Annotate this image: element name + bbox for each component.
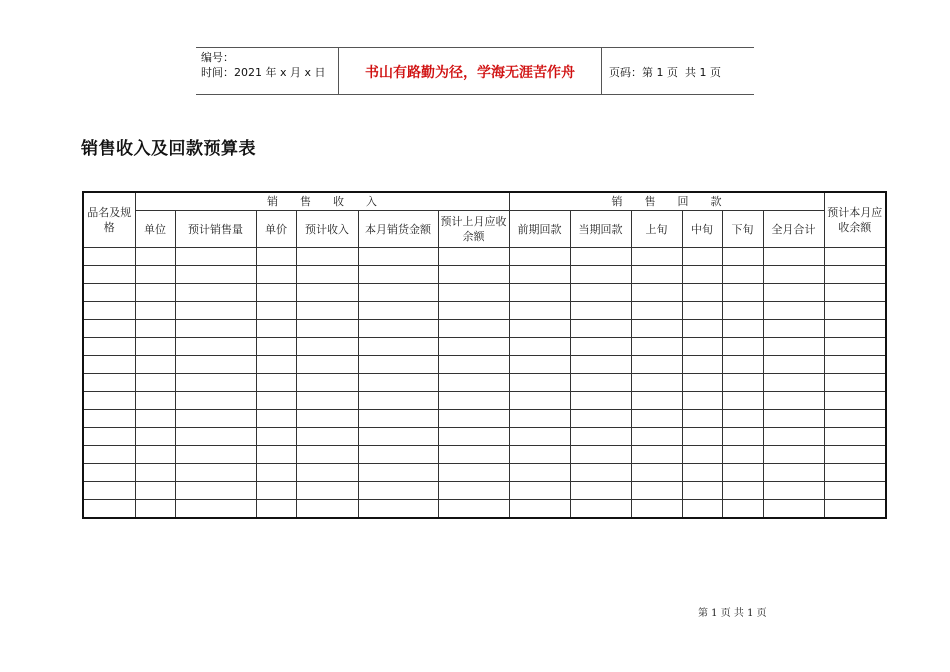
table-cell: [296, 464, 358, 482]
table-cell: [631, 374, 682, 392]
collection-group-header: 销 售 回 款: [509, 192, 824, 211]
table-cell: [358, 302, 438, 320]
table-cell: [682, 410, 722, 428]
table-cell: [763, 302, 824, 320]
table-cell: [631, 248, 682, 266]
table-cell: [824, 392, 886, 410]
table-cell: [296, 374, 358, 392]
table-cell: [722, 482, 763, 500]
table-cell: [631, 446, 682, 464]
table-cell: [722, 374, 763, 392]
table-cell: [83, 428, 135, 446]
table-cell: [824, 338, 886, 356]
table-cell: [83, 284, 135, 302]
table-cell: [438, 284, 509, 302]
table-cell: [509, 500, 570, 519]
table-cell: [570, 338, 631, 356]
product-header: 品名及规格: [83, 192, 135, 248]
table-cell: [135, 284, 175, 302]
table-cell: [83, 374, 135, 392]
table-cell: [722, 356, 763, 374]
table-cell: [296, 338, 358, 356]
table-cell: [631, 500, 682, 519]
table-cell: [135, 410, 175, 428]
table-cell: [682, 266, 722, 284]
table-row: [83, 266, 886, 284]
table-cell: [358, 338, 438, 356]
table-row: [83, 284, 886, 302]
table-cell: [83, 482, 135, 500]
table-cell: [135, 338, 175, 356]
table-cell: [83, 410, 135, 428]
header-motto: 书山有路勤为径，学海无涯苦作舟: [339, 48, 602, 94]
table-cell: [358, 248, 438, 266]
table-cell: [438, 266, 509, 284]
table-cell: [256, 482, 296, 500]
table-cell: [824, 356, 886, 374]
table-cell: [358, 356, 438, 374]
table-cell: [722, 284, 763, 302]
table-cell: [824, 374, 886, 392]
table-cell: [358, 410, 438, 428]
table-cell: [631, 392, 682, 410]
table-cell: [135, 464, 175, 482]
table-cell: [438, 428, 509, 446]
table-cell: [83, 320, 135, 338]
table-cell: [135, 482, 175, 500]
table-cell: [824, 266, 886, 284]
table-cell: [83, 464, 135, 482]
table-row: [83, 410, 886, 428]
table-cell: [135, 374, 175, 392]
table-row: [83, 446, 886, 464]
table-cell: [358, 482, 438, 500]
table-cell: [296, 428, 358, 446]
table-cell: [358, 320, 438, 338]
table-cell: [631, 428, 682, 446]
table-cell: [763, 428, 824, 446]
table-cell: [722, 338, 763, 356]
document-title: 销售收入及回款预算表: [81, 139, 256, 159]
table-cell: [682, 302, 722, 320]
table-cell: [135, 320, 175, 338]
table-cell: [438, 482, 509, 500]
table-cell: [175, 302, 256, 320]
table-cell: [256, 284, 296, 302]
table-cell: [358, 446, 438, 464]
table-cell: [509, 284, 570, 302]
table-cell: [509, 410, 570, 428]
table-cell: [722, 446, 763, 464]
table-cell: [570, 392, 631, 410]
table-cell: [438, 320, 509, 338]
table-cell: [438, 464, 509, 482]
budget-table: [82, 191, 887, 519]
table-cell: [256, 464, 296, 482]
table-row: [83, 374, 886, 392]
table-cell: [296, 410, 358, 428]
table-row: [83, 500, 886, 519]
table-cell: [83, 302, 135, 320]
table-cell: [358, 374, 438, 392]
table-cell: [631, 482, 682, 500]
table-row: [83, 428, 886, 446]
table-cell: [135, 248, 175, 266]
table-cell: [824, 428, 886, 446]
header-row-group: [83, 192, 886, 211]
table-cell: [175, 356, 256, 374]
table-cell: [296, 500, 358, 519]
table-cell: [296, 302, 358, 320]
table-cell: [824, 320, 886, 338]
table-cell: [509, 302, 570, 320]
column-header: 预计销售量: [175, 211, 256, 248]
column-header: 上旬: [631, 211, 682, 248]
table-cell: [509, 446, 570, 464]
table-cell: [722, 320, 763, 338]
table-cell: [358, 266, 438, 284]
table-cell: [570, 248, 631, 266]
table-cell: [358, 464, 438, 482]
table-cell: [438, 410, 509, 428]
table-cell: [175, 392, 256, 410]
table-cell: [175, 446, 256, 464]
table-cell: [296, 248, 358, 266]
table-cell: [570, 482, 631, 500]
table-cell: [763, 266, 824, 284]
table-cell: [296, 392, 358, 410]
table-cell: [175, 464, 256, 482]
table-cell: [722, 248, 763, 266]
column-header: 预计上月应收余额: [438, 211, 509, 248]
table-cell: [682, 338, 722, 356]
table-cell: [296, 266, 358, 284]
table-cell: [824, 464, 886, 482]
table-cell: [175, 500, 256, 519]
table-row: [83, 320, 886, 338]
table-cell: [438, 446, 509, 464]
table-cell: [763, 284, 824, 302]
table-cell: [824, 410, 886, 428]
table-cell: [135, 356, 175, 374]
table-cell: [722, 266, 763, 284]
table-cell: [135, 392, 175, 410]
table-cell: [438, 248, 509, 266]
table-cell: [570, 284, 631, 302]
table-cell: [570, 428, 631, 446]
table-cell: [824, 500, 886, 519]
table-cell: [763, 410, 824, 428]
column-header: 前期回款: [509, 211, 570, 248]
table-cell: [631, 356, 682, 374]
table-cell: [175, 410, 256, 428]
table-cell: [682, 356, 722, 374]
table-cell: [570, 500, 631, 519]
date-label: 时间：2021 年 x 月 x 日: [201, 66, 326, 79]
page-label: 页码：第 1 页 共 1 页: [609, 66, 721, 79]
column-header: 单位: [135, 211, 175, 248]
table-cell: [509, 356, 570, 374]
table-cell: [256, 356, 296, 374]
table-cell: [83, 446, 135, 464]
table-cell: [682, 374, 722, 392]
table-cell: [256, 428, 296, 446]
table-cell: [682, 482, 722, 500]
header-row-columns: [83, 211, 886, 248]
table-cell: [570, 374, 631, 392]
page-footer: 第 1 页 共 1 页: [698, 608, 767, 619]
table-cell: [358, 428, 438, 446]
column-header: 当期回款: [570, 211, 631, 248]
table-cell: [256, 338, 296, 356]
table-cell: [438, 356, 509, 374]
table-cell: [509, 392, 570, 410]
table-cell: [135, 302, 175, 320]
table-cell: [135, 428, 175, 446]
table-cell: [358, 500, 438, 519]
table-cell: [509, 482, 570, 500]
header-meta: [196, 48, 339, 94]
table-cell: [83, 356, 135, 374]
table-cell: [135, 500, 175, 519]
table-row: [83, 356, 886, 374]
table-cell: [83, 248, 135, 266]
table-cell: [438, 392, 509, 410]
table-cell: [631, 320, 682, 338]
table-cell: [438, 374, 509, 392]
table-cell: [722, 302, 763, 320]
table-cell: [682, 428, 722, 446]
table-row: [83, 464, 886, 482]
table-cell: [256, 410, 296, 428]
table-cell: [722, 500, 763, 519]
table-row: [83, 392, 886, 410]
table-cell: [631, 338, 682, 356]
table-cell: [682, 320, 722, 338]
table-row: [83, 302, 886, 320]
table-cell: [256, 266, 296, 284]
table-cell: [682, 392, 722, 410]
table-cell: [296, 446, 358, 464]
table-cell: [83, 266, 135, 284]
table-cell: [763, 320, 824, 338]
table-cell: [631, 302, 682, 320]
table-cell: [570, 356, 631, 374]
document-header: [196, 47, 754, 95]
table-cell: [358, 392, 438, 410]
table-cell: [358, 284, 438, 302]
table-cell: [256, 392, 296, 410]
table-cell: [763, 392, 824, 410]
table-cell: [763, 338, 824, 356]
table-cell: [175, 248, 256, 266]
table-cell: [570, 320, 631, 338]
table-cell: [256, 500, 296, 519]
table-cell: [763, 248, 824, 266]
table-cell: [296, 482, 358, 500]
table-cell: [296, 356, 358, 374]
table-cell: [570, 302, 631, 320]
table-cell: [763, 500, 824, 519]
table-cell: [682, 248, 722, 266]
table-cell: [256, 320, 296, 338]
table-cell: [509, 320, 570, 338]
table-cell: [135, 266, 175, 284]
table-cell: [509, 428, 570, 446]
column-header: 本月销货金额: [358, 211, 438, 248]
table-cell: [83, 500, 135, 519]
column-header: 单价: [256, 211, 296, 248]
table-cell: [763, 446, 824, 464]
table-cell: [175, 266, 256, 284]
header-page-info: [602, 48, 754, 94]
table-cell: [175, 428, 256, 446]
table-cell: [509, 464, 570, 482]
table-cell: [438, 338, 509, 356]
table-cell: [438, 500, 509, 519]
table-cell: [722, 464, 763, 482]
table-cell: [256, 248, 296, 266]
table-cell: [509, 266, 570, 284]
table-cell: [682, 500, 722, 519]
column-header: 预计收入: [296, 211, 358, 248]
table-cell: [175, 338, 256, 356]
table-cell: [763, 374, 824, 392]
table-cell: [824, 482, 886, 500]
table-cell: [631, 464, 682, 482]
table-cell: [570, 464, 631, 482]
table-cell: [722, 410, 763, 428]
table-cell: [682, 284, 722, 302]
table-cell: [256, 446, 296, 464]
table-cell: [509, 374, 570, 392]
table-cell: [175, 284, 256, 302]
table-cell: [175, 482, 256, 500]
table-cell: [722, 392, 763, 410]
table-cell: [824, 302, 886, 320]
table-row: [83, 338, 886, 356]
table-cell: [682, 464, 722, 482]
table-cell: [256, 374, 296, 392]
table-cell: [570, 410, 631, 428]
number-label: 编号：: [201, 51, 234, 64]
table-cell: [570, 446, 631, 464]
column-header: 下旬: [722, 211, 763, 248]
table-cell: [682, 446, 722, 464]
table-cell: [438, 302, 509, 320]
table-cell: [296, 320, 358, 338]
table-body: [83, 248, 886, 519]
table-cell: [824, 248, 886, 266]
table-cell: [175, 320, 256, 338]
table-cell: [175, 374, 256, 392]
receivable-header: 预计本月应收余额: [824, 192, 886, 248]
table-cell: [824, 284, 886, 302]
table-cell: [722, 428, 763, 446]
table-cell: [824, 446, 886, 464]
table-cell: [763, 356, 824, 374]
column-header: 全月合计: [763, 211, 824, 248]
table-cell: [296, 284, 358, 302]
table-cell: [509, 338, 570, 356]
table-cell: [83, 392, 135, 410]
table-cell: [631, 284, 682, 302]
table-cell: [570, 266, 631, 284]
table-cell: [763, 464, 824, 482]
table-cell: [83, 338, 135, 356]
table-cell: [631, 266, 682, 284]
table-row: [83, 248, 886, 266]
revenue-group-header: 销 售 收 入: [135, 192, 509, 211]
table-cell: [256, 302, 296, 320]
column-header: 中旬: [682, 211, 722, 248]
table-cell: [135, 446, 175, 464]
table-cell: [631, 410, 682, 428]
table-cell: [763, 482, 824, 500]
table-row: [83, 482, 886, 500]
table-cell: [509, 248, 570, 266]
